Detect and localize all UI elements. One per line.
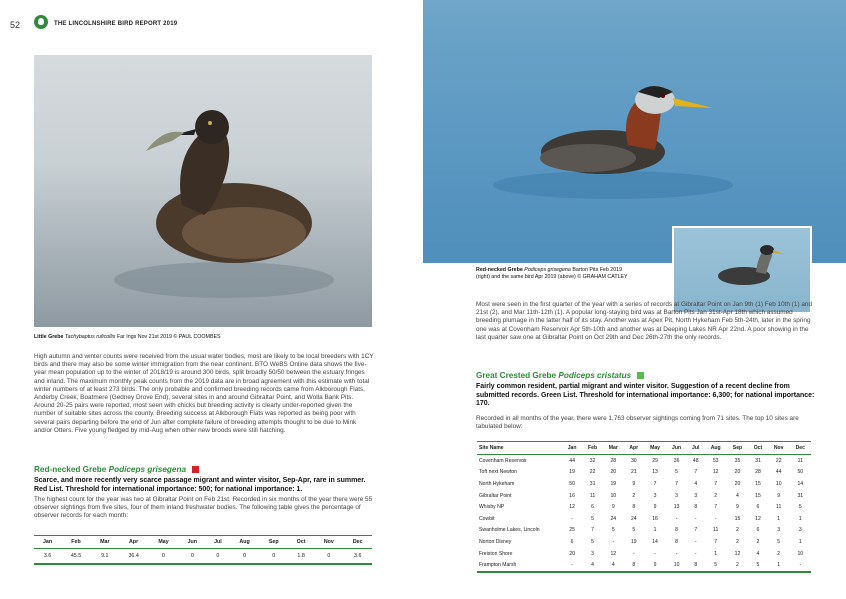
count-cell: 28 bbox=[610, 457, 617, 464]
count-cell: 32 bbox=[589, 457, 596, 464]
count-cell: 13 bbox=[673, 504, 680, 511]
count-cell: 9 bbox=[611, 504, 615, 511]
table-row bbox=[477, 467, 811, 479]
count-cell: 4 bbox=[582, 559, 603, 572]
sites-header-cell: Dec bbox=[790, 442, 811, 455]
count-cell: 20 bbox=[734, 469, 741, 476]
count-cell: 7 bbox=[714, 480, 718, 487]
top-sites-table bbox=[477, 441, 811, 573]
count-cell: 20 bbox=[610, 469, 617, 476]
page-number: 52 bbox=[10, 20, 21, 30]
count-cell: 24 bbox=[630, 515, 637, 522]
count-cell: - bbox=[694, 550, 697, 557]
month-header-apr: Apr bbox=[119, 536, 149, 549]
count-cell: 20 bbox=[569, 550, 575, 557]
species-name: Red-necked Grebe bbox=[34, 465, 107, 474]
count-cell: 8 bbox=[687, 559, 705, 572]
count-cell: 7 bbox=[653, 480, 657, 487]
caption-detail: Far Ings Nov 21st 2019 © PAUL COOMBES bbox=[116, 334, 221, 340]
sites-header-cell: Jan bbox=[562, 442, 582, 455]
count-cell: - bbox=[654, 550, 656, 557]
count-cell: 12 bbox=[610, 550, 617, 557]
count-cell: 10 bbox=[610, 492, 617, 499]
count-cell: 25 bbox=[569, 527, 575, 534]
table-header-row bbox=[477, 442, 811, 455]
count-cell: - bbox=[790, 559, 811, 572]
count-cell: 12 bbox=[569, 504, 575, 511]
table-row bbox=[477, 490, 811, 502]
count-cell: 19 bbox=[630, 538, 637, 545]
month-header-jun: Jun bbox=[178, 536, 206, 549]
count-cell: 9 bbox=[777, 492, 781, 499]
count-cell: - bbox=[571, 515, 573, 522]
count-cell: - bbox=[694, 515, 697, 522]
count-cell: 2 bbox=[632, 492, 636, 499]
count-cell: 7 bbox=[694, 527, 698, 534]
sites-header-cell: Mar bbox=[603, 442, 624, 455]
count-cell: 12 bbox=[734, 550, 741, 557]
count-cell: 12 bbox=[755, 515, 761, 522]
sites-header-cell: Site Name bbox=[477, 442, 562, 455]
month-value: 9.1 bbox=[91, 549, 119, 565]
table-row bbox=[477, 501, 811, 513]
count-cell: - bbox=[562, 559, 582, 572]
month-value: 3.6 bbox=[343, 549, 372, 565]
count-cell: 15 bbox=[755, 492, 761, 499]
green-list-icon bbox=[637, 372, 644, 379]
table-row bbox=[477, 548, 811, 560]
count-cell: 3 bbox=[653, 492, 657, 499]
count-cell: - bbox=[714, 515, 717, 522]
count-cell: 5 bbox=[591, 515, 594, 522]
count-cell: 4 bbox=[736, 492, 739, 499]
month-header-oct: Oct bbox=[288, 536, 314, 549]
count-cell: 4 bbox=[603, 559, 624, 572]
species-heading-great-crested-grebe bbox=[476, 371, 644, 380]
sites-header-cell: Jun bbox=[666, 442, 687, 455]
count-cell: - bbox=[694, 538, 697, 545]
count-cell: 5 bbox=[777, 538, 781, 545]
site-name-cell: Whisby NP bbox=[479, 504, 505, 511]
sites-header-cell: Feb bbox=[582, 442, 603, 455]
count-cell: 12 bbox=[712, 469, 719, 476]
sites-header-cell: May bbox=[644, 442, 666, 455]
month-header-jan: Jan bbox=[34, 536, 61, 549]
site-name-cell: Toft next Newton bbox=[479, 469, 517, 476]
species-text: The highest count for the year was two at Gibraltar Point on Feb 21st. Recorded in six months of the year there were 55 observer sightings from five sites, four of them inland freshwater bodies. The following table gives the percentage of observer records for each month: bbox=[34, 496, 373, 520]
site-name-cell: Swanholme Lakes, Lincoln bbox=[479, 527, 540, 534]
count-cell: 1 bbox=[798, 538, 802, 545]
count-cell: 3 bbox=[591, 550, 594, 557]
count-cell: 5 bbox=[611, 527, 615, 534]
count-cell: 5 bbox=[748, 559, 768, 572]
red-list-icon bbox=[192, 466, 199, 473]
count-cell: 44 bbox=[569, 457, 575, 464]
count-cell: 22 bbox=[775, 457, 782, 464]
little-grebe-text: High autumn and winter counts were received from the usual water bodies, most are likely to be local breeders with 1CY birds and there may also be some winter immigration from the near continent. BTO WeBS Online data shows the five-year mean population up to the winter of 2018/19 is around 300 birds, split broadly 50/50 between the estuary fringes and inland. The maximum monthly peak counts from the 2019 data are in broad agreement with this estimate with total winter numbers of at least 273 birds. The only probable and confirmed breeding records came from Alkborough Flats, Anderby Creek, Boatmere (Gedney Drove End), several sites in and around Gibraltar Point, and Wolla Bank Pits. Around 20-25 pairs were reported, most seen with chicks but breeding activity is clearly under-reported given the number of suitable sites across the county. Breeding success at Alkborough Flats was reported as being poor with several pairs departing before the end of Jun after complete failure of breeding attempts thought to be due to Mink and/or Otters. Five young fledged by mid-Aug when other new broods were still hatching. bbox=[34, 353, 374, 434]
month-header-jul: Jul bbox=[206, 536, 229, 549]
count-cell: 7 bbox=[675, 480, 678, 487]
month-value: 3.6 bbox=[34, 549, 61, 565]
month-header-aug: Aug bbox=[230, 536, 260, 549]
count-cell: 6 bbox=[756, 504, 760, 511]
count-cell: 2 bbox=[736, 527, 739, 534]
count-cell: 3 bbox=[798, 527, 802, 534]
count-cell: 2 bbox=[736, 538, 739, 545]
count-cell: 48 bbox=[692, 457, 699, 464]
count-cell: 19 bbox=[569, 469, 575, 476]
table-row bbox=[477, 478, 811, 490]
site-name-cell: Freiston Shore bbox=[479, 550, 513, 557]
count-cell: 7 bbox=[714, 504, 718, 511]
table-row bbox=[477, 536, 811, 548]
monthly-percentage-table bbox=[34, 535, 372, 565]
count-cell: 44 bbox=[775, 469, 782, 476]
count-cell: 7 bbox=[694, 469, 698, 476]
count-cell: 5 bbox=[591, 538, 594, 545]
count-cell: 10 bbox=[797, 550, 804, 557]
species-text: Recorded in all months of the year, there were 1,763 observer sightings coming from 71 sites. The top 10 sites are tabulated below: bbox=[476, 415, 799, 431]
count-cell: 4 bbox=[694, 480, 698, 487]
count-cell: 2 bbox=[756, 538, 760, 545]
little-grebe-caption bbox=[34, 334, 372, 341]
count-cell: 1 bbox=[768, 559, 790, 572]
count-cell: 5 bbox=[632, 527, 636, 534]
count-cell: 3 bbox=[694, 492, 698, 499]
site-name-cell: Covenham Reservoir bbox=[479, 457, 527, 464]
count-cell: 30 bbox=[630, 457, 637, 464]
species-status: Scarce, and more recently very scarce passage migrant and winter visitor, Sep-Apr, rare in summer. Red List. Threshold for international importance: 500; for national importance: 1. bbox=[34, 477, 366, 493]
month-header-dec: Dec bbox=[343, 536, 372, 549]
running-header: THE LINCOLNSHIRE BIRD REPORT 2019 bbox=[54, 21, 178, 27]
count-cell: 5 bbox=[705, 559, 727, 572]
sites-header-cell: Apr bbox=[624, 442, 644, 455]
table-row bbox=[477, 559, 811, 572]
site-name-cell: Gibraltar Point bbox=[479, 492, 512, 499]
count-cell: 15 bbox=[755, 480, 761, 487]
count-cell: 8 bbox=[624, 559, 644, 572]
table-row bbox=[477, 455, 811, 467]
count-cell: 53 bbox=[712, 457, 719, 464]
count-cell: - bbox=[632, 550, 635, 557]
caption-detail: Barton Pits Feb 2019 bbox=[572, 267, 623, 273]
species-latin: Podiceps grisegena bbox=[108, 465, 186, 474]
month-header-nov: Nov bbox=[314, 536, 343, 549]
count-cell: 16 bbox=[569, 492, 575, 499]
count-cell: 6 bbox=[570, 538, 574, 545]
caption-detail-2: (right) and the same bird Apr 2019 (above) © GRAHAM CATLEY bbox=[476, 274, 628, 280]
count-cell: 31 bbox=[755, 457, 761, 464]
month-value: 0 bbox=[178, 549, 206, 565]
count-cell: 8 bbox=[632, 504, 636, 511]
count-cell: 11 bbox=[797, 457, 803, 464]
count-cell: 29 bbox=[652, 457, 658, 464]
count-cell: - bbox=[675, 550, 678, 557]
table-row bbox=[477, 513, 811, 525]
month-header-feb: Feb bbox=[61, 536, 91, 549]
site-name-cell: Norton Disney bbox=[479, 538, 512, 545]
count-cell: 50 bbox=[569, 480, 575, 487]
count-cell: 1 bbox=[653, 527, 657, 534]
month-header-may: May bbox=[149, 536, 179, 549]
count-cell: - bbox=[675, 515, 678, 522]
count-cell: 5 bbox=[675, 469, 678, 476]
count-cell: 13 bbox=[652, 469, 658, 476]
count-cell: 2 bbox=[714, 492, 718, 499]
month-value: 36.4 bbox=[119, 549, 149, 565]
count-cell: 9 bbox=[653, 504, 657, 511]
month-value: 0 bbox=[206, 549, 229, 565]
sites-header-cell: Sep bbox=[727, 442, 748, 455]
count-cell: 21 bbox=[630, 469, 637, 476]
count-cell: 9 bbox=[736, 504, 739, 511]
species-name: Great Crested Grebe bbox=[476, 371, 557, 380]
red-necked-grebe-caption bbox=[476, 267, 726, 281]
count-cell: 31 bbox=[589, 480, 596, 487]
count-cell: 4 bbox=[756, 550, 760, 557]
month-value: 0 bbox=[230, 549, 260, 565]
sites-header-cell: Oct bbox=[748, 442, 768, 455]
month-header-sep: Sep bbox=[259, 536, 287, 549]
little-grebe-photo bbox=[34, 55, 372, 327]
count-cell: 14 bbox=[652, 538, 658, 545]
species-status: Fairly common resident, partial migrant and winter visitor. Suggestion of a recent decline from submitted records. Green List. Threshold for international importance: 6,300; for national importance: 170. bbox=[476, 383, 815, 408]
count-cell: 9 bbox=[644, 559, 666, 572]
count-cell: 6 bbox=[591, 504, 594, 511]
count-cell: 10 bbox=[775, 480, 782, 487]
species-heading-red-necked-grebe bbox=[34, 465, 199, 474]
caption-latin: Podiceps grisegena bbox=[524, 267, 571, 273]
sites-header-cell: Jul bbox=[687, 442, 705, 455]
count-cell: 20 bbox=[734, 480, 741, 487]
month-header-mar: Mar bbox=[91, 536, 119, 549]
count-cell: 11 bbox=[776, 504, 782, 511]
count-cell: 14 bbox=[797, 480, 804, 487]
sites-header-cell: Aug bbox=[705, 442, 727, 455]
count-cell: 10 bbox=[666, 559, 687, 572]
caption-species: Red-necked Grebe bbox=[476, 267, 523, 273]
month-value: 0 bbox=[259, 549, 287, 565]
count-cell: 1 bbox=[714, 550, 718, 557]
count-cell: 50 bbox=[797, 469, 804, 476]
month-value: 0 bbox=[149, 549, 179, 565]
count-cell: 2 bbox=[777, 550, 781, 557]
count-cell: 2 bbox=[727, 559, 748, 572]
count-cell: 3 bbox=[777, 527, 781, 534]
count-cell: - bbox=[612, 538, 615, 545]
month-value: 1.8 bbox=[288, 549, 314, 565]
site-name-cell: Frampton Marsh bbox=[477, 559, 562, 572]
count-cell: 7 bbox=[714, 538, 718, 545]
caption-species: Little Grebe bbox=[34, 334, 64, 340]
species-latin: Podiceps cristatus bbox=[558, 371, 632, 380]
count-cell: 8 bbox=[675, 527, 678, 534]
count-cell: 5 bbox=[798, 504, 802, 511]
count-cell: 8 bbox=[694, 504, 698, 511]
count-cell: 31 bbox=[797, 492, 804, 499]
count-cell: 24 bbox=[610, 515, 617, 522]
count-cell: 16 bbox=[652, 515, 658, 522]
sites-header-cell: Nov bbox=[768, 442, 790, 455]
count-cell: 1 bbox=[798, 515, 802, 522]
count-cell: 6 bbox=[756, 527, 760, 534]
month-value: 0 bbox=[314, 549, 343, 565]
count-cell: 11 bbox=[713, 527, 719, 534]
count-cell: 3 bbox=[675, 492, 678, 499]
bird-logo-icon bbox=[34, 15, 48, 29]
count-cell: 35 bbox=[734, 457, 741, 464]
table-row bbox=[477, 525, 811, 537]
count-cell: 28 bbox=[755, 469, 761, 476]
count-cell: 7 bbox=[591, 527, 594, 534]
count-cell: 15 bbox=[734, 515, 741, 522]
count-cell: 11 bbox=[589, 492, 596, 499]
site-name-cell: Cowbit bbox=[479, 515, 495, 522]
table-header-row bbox=[34, 536, 372, 549]
count-cell: 8 bbox=[675, 538, 678, 545]
table-body bbox=[477, 455, 811, 572]
table-row bbox=[34, 549, 372, 565]
caption-latin: Tachybaptus ruficollis bbox=[64, 334, 116, 340]
continuation-text: Most were seen in the first quarter of the year with a series of records at Gibraltar Point on Jan 9th (1) Feb 10th (1) and 21st (2), and Mar 11th-12th (1). A popular long-staying bird was at Barton Pits Jan 31st-Apr 18th which assumed breeding plumage in the latter half of its stay. Another was at Apex Pit, North Hykeham Feb 5th-24th, later in the spring one was at Covenham Reservoir Apr 5th-10th and another was at Deeping Lakes NR Apr 22nd. A poor showing in the last quarter saw one at Gibraltar Point on Oct 29th and Dec 26th-27th the only records. bbox=[476, 301, 813, 341]
count-cell: 9 bbox=[632, 480, 636, 487]
count-cell: 19 bbox=[610, 480, 617, 487]
count-cell: 1 bbox=[777, 515, 781, 522]
month-value: 45.5 bbox=[61, 549, 91, 565]
count-cell: 22 bbox=[589, 469, 596, 476]
count-cell: 36 bbox=[673, 457, 680, 464]
little-grebe-illustration bbox=[34, 55, 372, 327]
site-name-cell: North Hykeham bbox=[479, 480, 515, 487]
